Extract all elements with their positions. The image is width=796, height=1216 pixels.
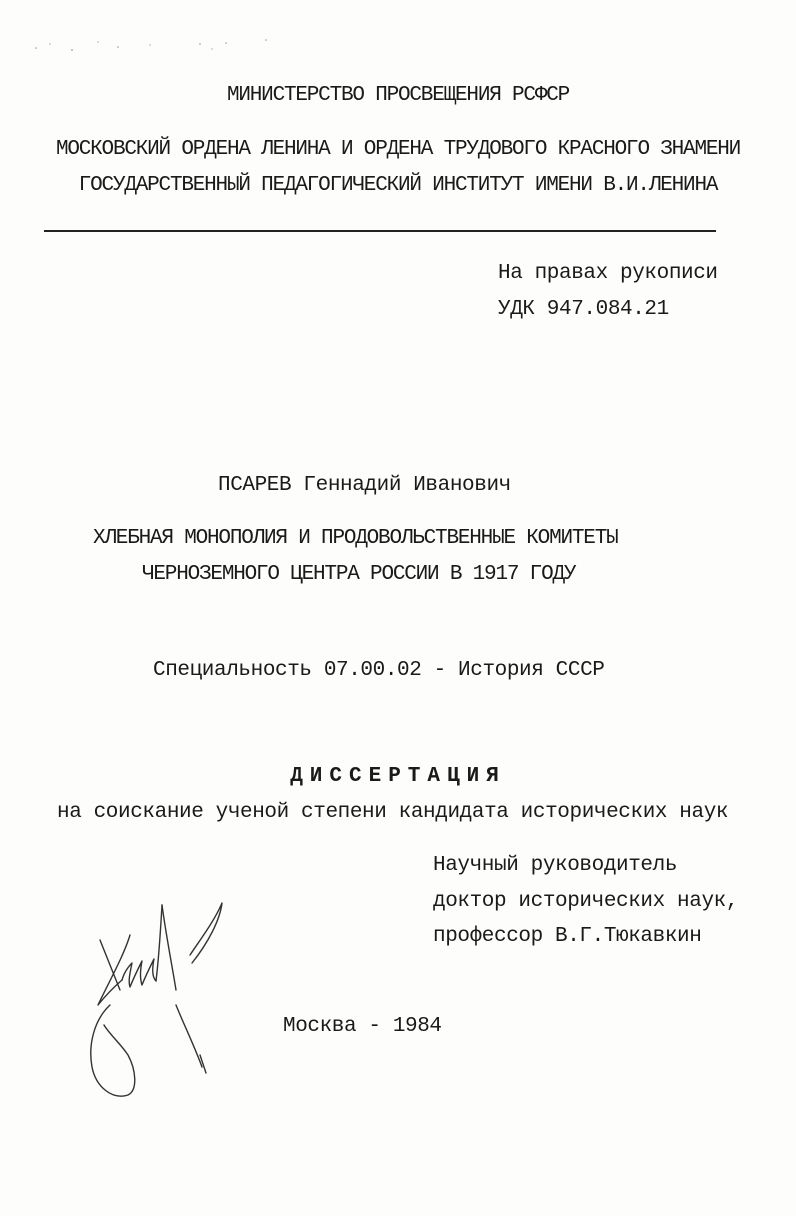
institute-line-1: МОСКОВСКИЙ ОРДЕНА ЛЕНИНА И ОРДЕНА ТРУДОВОГО КРАСНОГО ЗНАМЕНИ — [55, 138, 741, 161]
supervisor-name: профессор В.Г.Тюкавкин — [433, 925, 702, 948]
place-year: Москва - 1984 — [283, 1015, 442, 1038]
title-line-1: ХЛЕБНАЯ МОНОПОЛИЯ И ПРОДОВОЛЬСТВЕННЫЕ КОМИТЕТЫ — [93, 527, 618, 550]
ministry-heading: МИНИСТЕРСТВО ПРОСВЕЩЕНИЯ РСФСР — [226, 84, 570, 107]
title-line-2: ЧЕРНОЗЕМНОГО ЦЕНТРА РОССИИ В 1917 ГОДУ — [142, 563, 576, 586]
manuscript-rights: На правах рукописи — [498, 262, 718, 285]
supervisor-degree: доктор исторических наук, — [433, 890, 739, 913]
handwritten-signature — [80, 895, 240, 1105]
udk-code: УДК 947.084.21 — [498, 298, 669, 321]
header-divider — [44, 230, 716, 232]
specialty: Специальность 07.00.02 - История СССР — [153, 659, 605, 682]
institute-line-2: ГОСУДАРСТВЕННЫЙ ПЕДАГОГИЧЕСКИЙ ИНСТИТУТ ИМЕНИ В.И.ЛЕНИНА — [78, 174, 718, 197]
dissertation-purpose: на соискание ученой степени кандидата исторических наук — [57, 801, 729, 824]
scan-specks — [30, 30, 290, 60]
author-name: ПСАРЕВ Геннадий Иванович — [218, 474, 511, 497]
dissertation-label: ДИССЕРТАЦИЯ — [290, 765, 506, 788]
supervisor-role: Научный руководитель — [433, 854, 678, 877]
